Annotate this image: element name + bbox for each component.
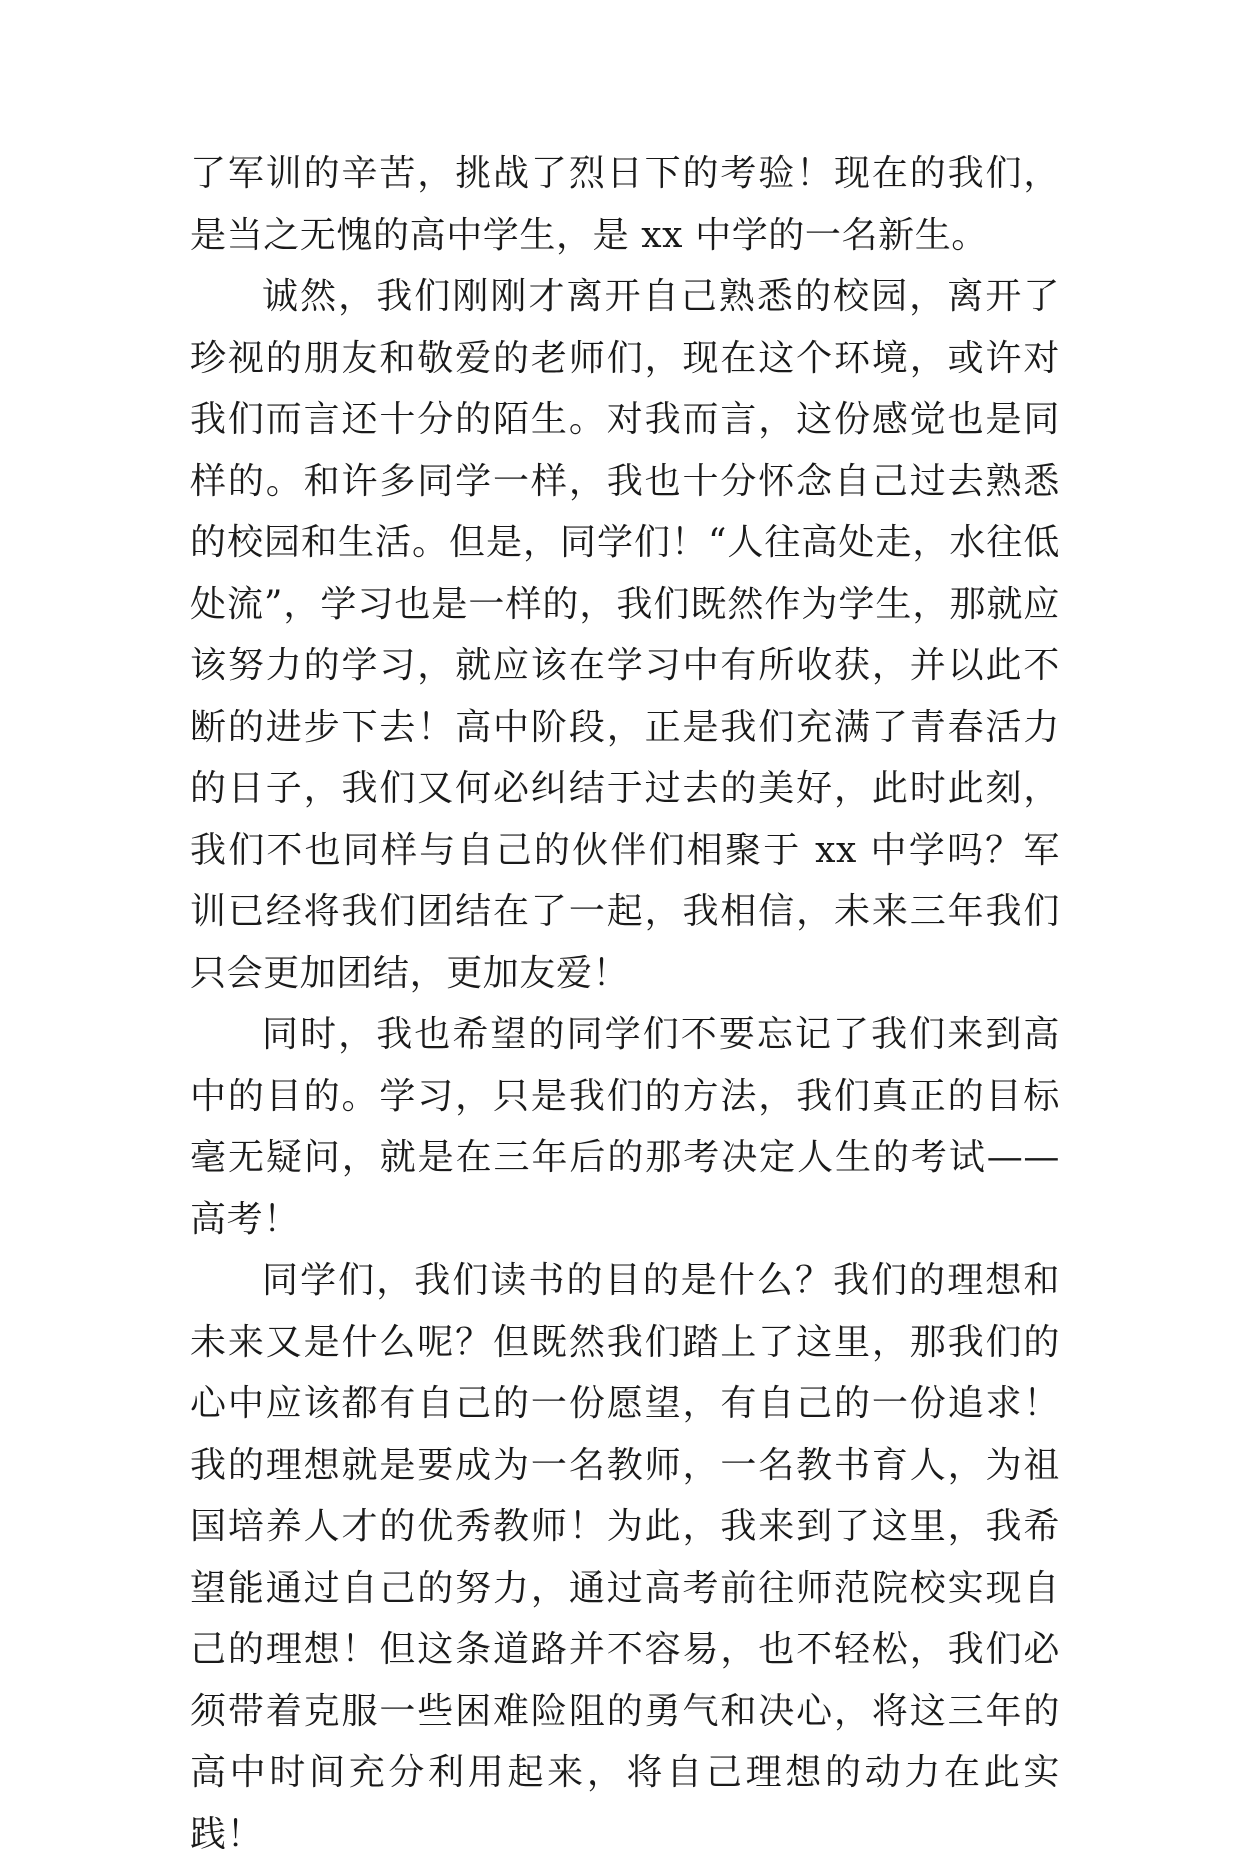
document-body — [190, 143, 1060, 1865]
paragraph-3: 同时，我也希望的同学们不要忘记了我们来到高中的目的。学习，只是我们的方法，我们真正的目标毫无疑问，就是在三年后的那考决定人生的考试——高考！ — [190, 1014, 1060, 1240]
paragraph-4: 同学们，我们读书的目的是什么？我们的理想和未来又是什么呢？但既然我们踏上了这里，那我们的心中应该都有自己的一份愿望，有自己的一份追求！我的理想就是要成为一名教师，一名教书育人，为祖国培养人才的优秀教师！为此，我来到了这里，我希望能通过自己的努力，通过高考前往师范院校实现自己的理想！但这条道路并不容易，也不轻松，我们必须带着克服一些困难险阻的勇气和决心，将这三年的高中时间充分利用起来，将自己理想的动力在此实践！ — [190, 1260, 1060, 1855]
paragraph-1: 了军训的辛苦，挑战了烈日下的考验！现在的我们，是当之无愧的高中学生，是 xx 中学的一名新生。 — [190, 153, 1060, 256]
paragraph-2: 诚然，我们刚刚才离开自己熟悉的校园，离开了珍视的朋友和敬爱的老师们，现在这个环境，或许对我们而言还十分的陌生。对我而言，这份感觉也是同样的。和许多同学一样，我也十分怀念自己过去熟悉的校园和生活。但是，同学们！“人往高处走，水往低处流”，学习也是一样的，我们既然作为学生，那就应该努力的学习，就应该在学习中有所收获，并以此不断的进步下去！高中阶段，正是我们充满了青春活力的日子，我们又何必纠结于过去的美好，此时此刻，我们不也同样与自己的伙伴们相聚于 xx 中学吗？军训已经将我们团结在了一起，我相信，未来三年我们只会更加团结，更加友爱！ — [190, 276, 1060, 994]
